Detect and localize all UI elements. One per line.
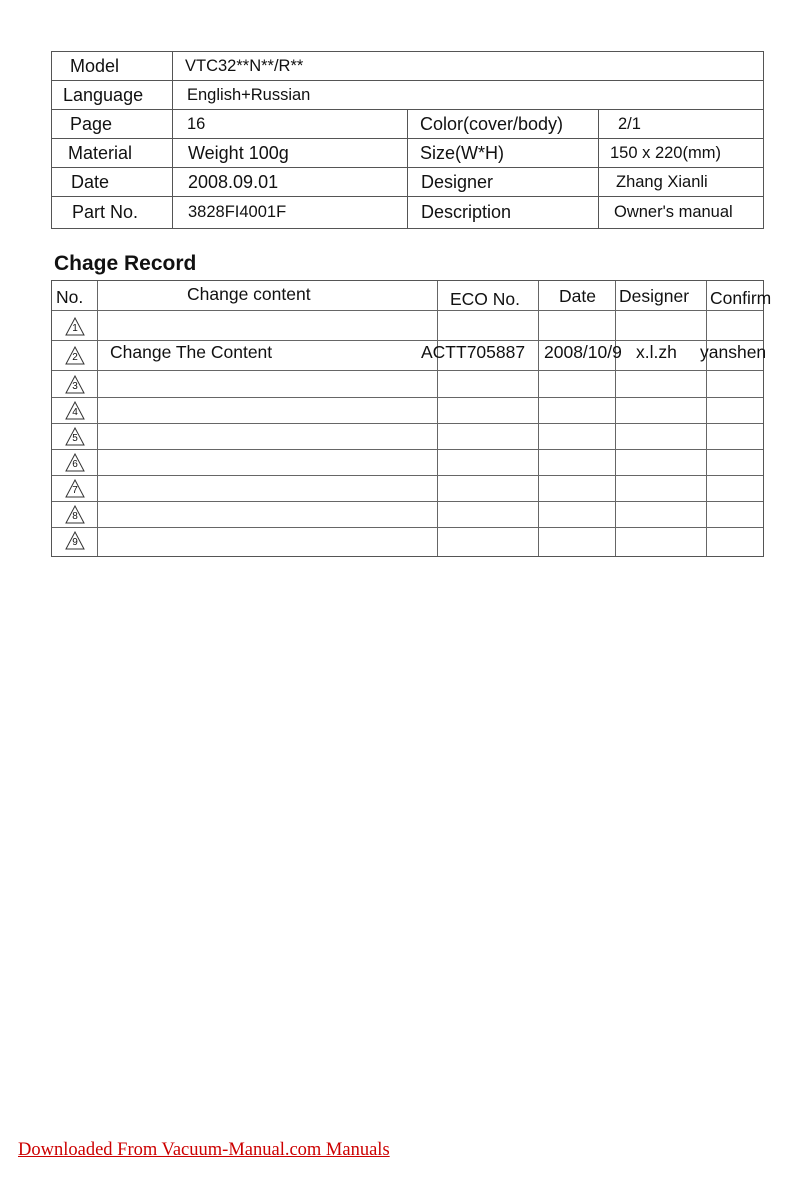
model-value: VTC32**N**/R** (185, 56, 304, 75)
spec-row-partno (52, 197, 763, 228)
language-label: Language (63, 84, 144, 105)
spec-row-page (52, 110, 763, 139)
row-2-eco-no: ACTT705887 (421, 342, 526, 362)
spec-row-date (52, 168, 763, 197)
color-label: Color(cover/body) (420, 113, 564, 134)
spec-row-language (52, 81, 763, 110)
change-record-title: Chage Record (54, 252, 197, 275)
material-value: Weight 100g (188, 142, 289, 163)
header-date: Date (559, 286, 596, 306)
row-number-2: 2 (65, 346, 85, 365)
row-2-date: 2008/10/9 (544, 342, 622, 362)
partno-value: 3828FI4001F (188, 203, 287, 221)
material-label: Material (68, 142, 133, 163)
header-confirm: Confirm (710, 288, 772, 308)
row-2-confirm: yanshen (700, 342, 767, 362)
spec-row-material (52, 139, 763, 168)
date-value: 2008.09.01 (188, 171, 279, 192)
size-value: 150 x 220(mm) (610, 143, 721, 162)
designer-value: Zhang Xianli (616, 172, 708, 191)
row-number-1: 1 (65, 317, 85, 336)
designer-label: Designer (421, 171, 494, 192)
row-2-change-content: Change The Content (110, 342, 273, 362)
partno-label: Part No. (72, 202, 139, 222)
change-record-table (51, 280, 772, 557)
header-designer: Designer (619, 286, 690, 306)
date-label: Date (71, 171, 110, 192)
page-label: Page (70, 113, 113, 134)
header-no: No. (56, 287, 84, 307)
row-number-3: 3 (65, 375, 85, 394)
color-value: 2/1 (618, 114, 641, 133)
header-eco-no: ECO No. (450, 289, 521, 309)
model-label: Model (70, 55, 120, 76)
description-label: Description (421, 202, 512, 222)
page-value: 16 (187, 114, 206, 133)
footer-download-link[interactable]: Downloaded From Vacuum-Manual.com Manuals (18, 1140, 390, 1160)
row-2-designer: x.l.zh (636, 342, 677, 362)
row-number-7: 7 (65, 479, 85, 498)
spec-row-model (52, 52, 763, 81)
row-number-8: 8 (65, 505, 85, 524)
language-value: English+Russian (187, 85, 311, 104)
row-number-6: 6 (65, 453, 85, 472)
description-value: Owner's manual (614, 203, 733, 221)
row-number-9: 9 (65, 531, 85, 550)
row-number-4: 4 (65, 401, 85, 420)
size-label: Size(W*H) (420, 142, 504, 163)
row-number-5: 5 (65, 427, 85, 446)
spec-table (51, 51, 764, 229)
header-change-content: Change content (187, 284, 311, 304)
